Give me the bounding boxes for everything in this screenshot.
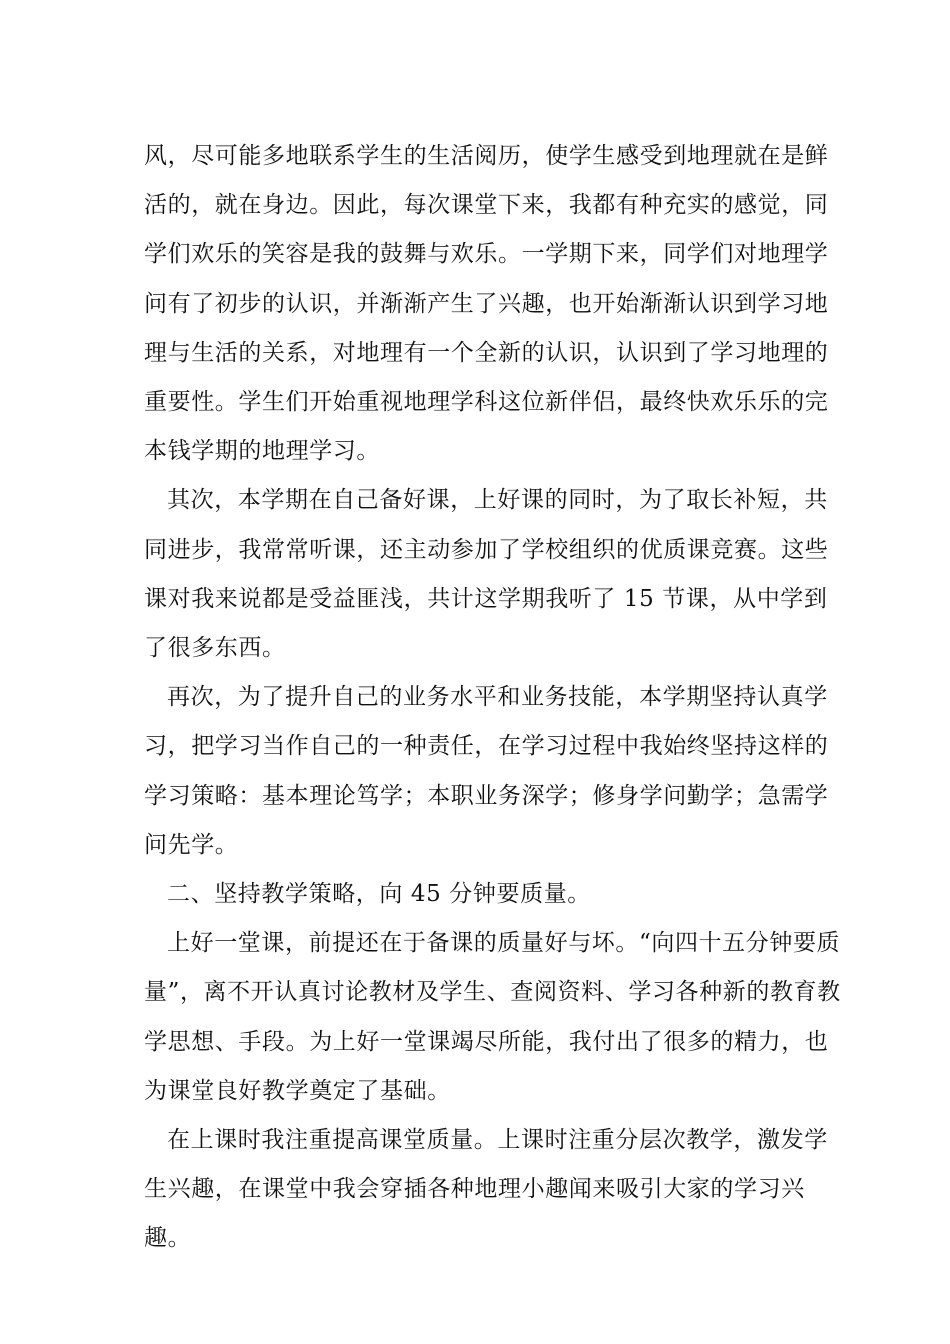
- paragraph-continuation: 风，尽可能多地联系学生的生活阅历，使学生感受到地理就在是鲜活的，就在身边。因此，每次课堂下来，我都有种充实的感觉，同学们欢乐的笑容是我的鼓舞与欢乐。一学期下来，同学们对地理学问有了初步的认识，并渐渐产生了兴趣，也开始渐渐认识到学习地理与生活的关系，对地理有一个全新的认识，认识到了学习地理的重要性。学生们开始重视地理学科这位新伴侣，最终快欢乐乐的完本钱学期的地理学习。: [144, 143, 829, 465]
- paragraph-lesson-preparation: 上好一堂课，前提还在于备课的质量好与坏。“向四十五分钟要质量”，离不开认真讨论教材及学生、查阅资料、学习各种新的教育教学思想、手段。为上好一堂课竭尽所能，我付出了很多的精力，也为课堂良好教学奠定了基础。: [144, 930, 841, 1104]
- paragraph-self-study: 再次，为了提升自己的业务水平和业务技能，本学期坚持认真学习，把学习当作自己的一种责任，在学习过程中我始终坚持这样的学习策略：基本理论笃学；本职业务深学；修身学问勤学；急需学问先学。: [144, 684, 829, 858]
- section-heading-teaching-strategy: 二、坚持教学策略，向 45 分钟要质量。: [167, 881, 591, 908]
- paragraph-observing-classes: 其次，本学期在自己备好课，上好课的同时，为了取长补短，共同进步，我常常听课，还主动参加了学校组织的优质课竞赛。这些课对我来说都是受益匪浅，共计这学期我听了 15 节课，从中学到了很多东西。: [144, 487, 829, 662]
- body-text: [144, 132, 844, 1264]
- paragraph-class-quality: 在上课时我注重提高课堂质量。上课时注重分层次教学，激发学生兴趣，在课堂中我会穿插各种地理小趣闻来吸引大家的学习兴趣。: [144, 1127, 828, 1252]
